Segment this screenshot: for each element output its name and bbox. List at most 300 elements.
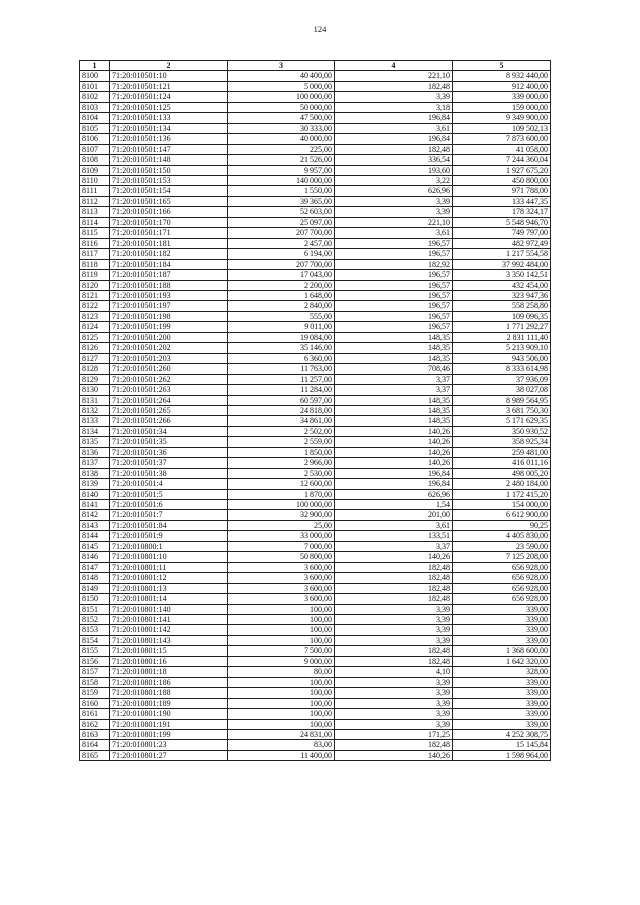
row-number: 8164	[80, 740, 110, 750]
area-value: 35 146,00	[228, 343, 335, 353]
cadastral-number: 71:20:010501:170	[110, 217, 228, 227]
total-value: 3 350 142,51	[453, 270, 551, 280]
column-header-5: 5	[453, 61, 551, 71]
rate-value: 196,84	[335, 468, 453, 478]
area-value: 140 000,00	[228, 175, 335, 185]
cadastral-number: 71:20:010801:140	[110, 604, 228, 614]
total-value: 328,00	[453, 667, 551, 677]
area-value: 9 011,00	[228, 322, 335, 332]
cadastral-number: 71:20:010501:197	[110, 301, 228, 311]
row-number: 8124	[80, 322, 110, 332]
rate-value: 171,25	[335, 730, 453, 740]
total-value: 1 927 675,20	[453, 165, 551, 175]
rate-value: 196,57	[335, 322, 453, 332]
rate-value: 196,57	[335, 311, 453, 321]
rate-value: 3,39	[335, 196, 453, 206]
table-row	[80, 656, 551, 666]
table-row	[80, 155, 551, 165]
area-value: 39 365,00	[228, 196, 335, 206]
row-number: 8163	[80, 730, 110, 740]
row-number: 8154	[80, 635, 110, 645]
area-value: 50 800,00	[228, 552, 335, 562]
row-number: 8113	[80, 207, 110, 217]
total-value: 339,00	[453, 615, 551, 625]
table-row	[80, 615, 551, 625]
area-value: 3 600,00	[228, 573, 335, 583]
total-value: 358 925,34	[453, 437, 551, 447]
column-header-3: 3	[228, 61, 335, 71]
area-value: 5 000,00	[228, 81, 335, 91]
row-number: 8146	[80, 552, 110, 562]
total-value: 133 447,35	[453, 196, 551, 206]
total-value: 482 972,49	[453, 238, 551, 248]
cadastral-number: 71:20:010801:191	[110, 719, 228, 729]
total-value: 159 000,00	[453, 102, 551, 112]
total-value: 15 145,84	[453, 740, 551, 750]
row-number: 8129	[80, 374, 110, 384]
total-value: 416 011,16	[453, 458, 551, 468]
cadastral-number: 71:20:010501:187	[110, 270, 228, 280]
rate-value: 3,39	[335, 719, 453, 729]
rate-value: 182,48	[335, 740, 453, 750]
row-number: 8121	[80, 290, 110, 300]
area-value: 11 400,00	[228, 750, 335, 760]
rate-value: 3,39	[335, 635, 453, 645]
cadastral-number: 71:20:010501:6	[110, 500, 228, 510]
rate-value: 133,51	[335, 531, 453, 541]
cadastral-number: 71:20:010501:265	[110, 405, 228, 415]
cadastral-number: 71:20:010801:190	[110, 709, 228, 719]
area-value: 9 000,00	[228, 656, 335, 666]
cadastral-number: 71:20:010801:14	[110, 594, 228, 604]
rate-value: 193,60	[335, 165, 453, 175]
rate-value: 3,61	[335, 520, 453, 530]
area-value: 40 000,00	[228, 134, 335, 144]
row-number: 8138	[80, 468, 110, 478]
table-row	[80, 688, 551, 698]
table-row	[80, 92, 551, 102]
table-row	[80, 280, 551, 290]
rate-value: 148,35	[335, 332, 453, 342]
row-number: 8141	[80, 500, 110, 510]
area-value: 100 000,00	[228, 92, 335, 102]
cadastral-number: 71:20:010501:188	[110, 280, 228, 290]
rate-value: 182,48	[335, 594, 453, 604]
table-row	[80, 468, 551, 478]
cadastral-number: 71:20:010501:264	[110, 395, 228, 405]
cadastral-number: 71:20:010501:37	[110, 458, 228, 468]
rate-value: 196,57	[335, 238, 453, 248]
total-value: 37 936,09	[453, 374, 551, 384]
cadastral-number: 71:20:010801:199	[110, 730, 228, 740]
cadastral-number: 71:20:010801:143	[110, 635, 228, 645]
rate-value: 182,48	[335, 656, 453, 666]
total-value: 339,00	[453, 709, 551, 719]
cadastral-number: 71:20:010801:13	[110, 583, 228, 593]
area-value: 32 900,00	[228, 510, 335, 520]
row-number: 8116	[80, 238, 110, 248]
area-value: 2 200,00	[228, 280, 335, 290]
total-value: 339,00	[453, 677, 551, 687]
cadastral-number: 71:20:010801:16	[110, 656, 228, 666]
area-value: 47 500,00	[228, 113, 335, 123]
table-row	[80, 332, 551, 342]
page-number: 124	[313, 24, 327, 34]
table-row	[80, 416, 551, 426]
rate-value: 182,48	[335, 583, 453, 593]
row-number: 8123	[80, 311, 110, 321]
area-value: 12 600,00	[228, 479, 335, 489]
row-number: 8117	[80, 249, 110, 259]
total-value: 90,25	[453, 520, 551, 530]
total-value: 656 928,00	[453, 583, 551, 593]
area-value: 9 957,00	[228, 165, 335, 175]
row-number: 8158	[80, 677, 110, 687]
rate-value: 3,37	[335, 374, 453, 384]
rate-value: 221,10	[335, 71, 453, 81]
area-value: 100,00	[228, 698, 335, 708]
rate-value: 201,00	[335, 510, 453, 520]
area-value: 3 600,00	[228, 594, 335, 604]
row-number: 8111	[80, 186, 110, 196]
total-value: 656 928,00	[453, 562, 551, 572]
rate-value: 148,35	[335, 353, 453, 363]
row-number: 8153	[80, 625, 110, 635]
area-value: 21 526,00	[228, 155, 335, 165]
area-value: 2 502,00	[228, 426, 335, 436]
total-value: 4 252 308,75	[453, 730, 551, 740]
table-row	[80, 709, 551, 719]
table-row	[80, 573, 551, 583]
cadastral-number: 71:20:010801:188	[110, 688, 228, 698]
table-row	[80, 405, 551, 415]
area-value: 7 000,00	[228, 541, 335, 551]
table-row	[80, 217, 551, 227]
row-number: 8140	[80, 489, 110, 499]
cadastral-number: 71:20:010501:263	[110, 385, 228, 395]
rate-value: 182,48	[335, 144, 453, 154]
table-row	[80, 458, 551, 468]
total-value: 154 000,00	[453, 500, 551, 510]
table-row	[80, 395, 551, 405]
table-row	[80, 113, 551, 123]
rate-value: 3,39	[335, 709, 453, 719]
table-row	[80, 71, 551, 81]
rate-value: 140,26	[335, 447, 453, 457]
table-row	[80, 604, 551, 614]
rate-value: 3,22	[335, 175, 453, 185]
row-number: 8137	[80, 458, 110, 468]
total-value: 5 548 946,70	[453, 217, 551, 227]
table-row	[80, 311, 551, 321]
total-value: 656 928,00	[453, 573, 551, 583]
cadastral-number: 71:20:010501:4	[110, 479, 228, 489]
row-number: 8131	[80, 395, 110, 405]
area-value: 83,00	[228, 740, 335, 750]
area-value: 1 648,00	[228, 290, 335, 300]
total-value: 1 771 292,27	[453, 322, 551, 332]
rate-value: 1,54	[335, 500, 453, 510]
cadastral-number: 71:20:010801:11	[110, 562, 228, 572]
rate-value: 708,46	[335, 364, 453, 374]
table-row	[80, 698, 551, 708]
cadastral-number: 71:20:010801:12	[110, 573, 228, 583]
row-number: 8139	[80, 479, 110, 489]
total-value: 4 405 830,00	[453, 531, 551, 541]
cadastral-number: 71:20:010501:148	[110, 155, 228, 165]
rate-value: 140,26	[335, 750, 453, 760]
total-value: 339 000,00	[453, 92, 551, 102]
row-number: 8161	[80, 709, 110, 719]
row-number: 8143	[80, 520, 110, 530]
table-row	[80, 740, 551, 750]
row-number: 8102	[80, 92, 110, 102]
total-value: 109 502,13	[453, 123, 551, 133]
cadastral-number: 71:20:010501:165	[110, 196, 228, 206]
total-value: 178 324,17	[453, 207, 551, 217]
area-value: 100,00	[228, 719, 335, 729]
rate-value: 140,26	[335, 426, 453, 436]
cadastral-number: 71:20:010801:189	[110, 698, 228, 708]
total-value: 5 171 629,35	[453, 416, 551, 426]
cadastral-number: 71:20:010801:10	[110, 552, 228, 562]
area-value: 24 831,00	[228, 730, 335, 740]
cadastral-number: 71:20:010501:171	[110, 228, 228, 238]
rate-value: 196,57	[335, 249, 453, 259]
row-number: 8100	[80, 71, 110, 81]
table-row	[80, 301, 551, 311]
area-value: 2 559,00	[228, 437, 335, 447]
row-number: 8115	[80, 228, 110, 238]
table-row	[80, 385, 551, 395]
table-row	[80, 81, 551, 91]
rate-value: 3,37	[335, 541, 453, 551]
table-row	[80, 437, 551, 447]
rate-value: 182,48	[335, 562, 453, 572]
area-value: 100,00	[228, 625, 335, 635]
total-value: 7 873 600,00	[453, 134, 551, 144]
cadastral-table	[79, 60, 551, 761]
cadastral-number: 71:20:010501:147	[110, 144, 228, 154]
rate-value: 148,35	[335, 405, 453, 415]
row-number: 8112	[80, 196, 110, 206]
table-row	[80, 562, 551, 572]
row-number: 8147	[80, 562, 110, 572]
rate-value: 3,61	[335, 123, 453, 133]
cadastral-number: 71:20:010501:154	[110, 186, 228, 196]
rate-value: 336,54	[335, 155, 453, 165]
column-header-4: 4	[335, 61, 453, 71]
area-value: 34 861,00	[228, 416, 335, 426]
cadastral-number: 71:20:010501:266	[110, 416, 228, 426]
column-header-1: 1	[80, 61, 110, 71]
cadastral-number: 71:20:010501:166	[110, 207, 228, 217]
row-number: 8145	[80, 541, 110, 551]
total-value: 1 368 600,00	[453, 646, 551, 656]
table-row	[80, 646, 551, 656]
rate-value: 3,39	[335, 698, 453, 708]
row-number: 8136	[80, 447, 110, 457]
area-value: 2 530,00	[228, 468, 335, 478]
row-number: 8122	[80, 301, 110, 311]
table-row	[80, 290, 551, 300]
total-value: 912 400,00	[453, 81, 551, 91]
rate-value: 3,39	[335, 625, 453, 635]
area-value: 11 284,00	[228, 385, 335, 395]
table-row	[80, 353, 551, 363]
rate-value: 3,39	[335, 207, 453, 217]
cadastral-number: 71:20:010501:125	[110, 102, 228, 112]
row-number: 8157	[80, 667, 110, 677]
cadastral-number: 71:20:010800:1	[110, 541, 228, 551]
table-row	[80, 238, 551, 248]
area-value: 33 000,00	[228, 531, 335, 541]
rate-value: 221,10	[335, 217, 453, 227]
area-value: 100,00	[228, 677, 335, 687]
area-value: 11 257,00	[228, 374, 335, 384]
cadastral-number: 71:20:010501:202	[110, 343, 228, 353]
table-row	[80, 270, 551, 280]
cadastral-number: 71:20:010501:136	[110, 134, 228, 144]
total-value: 350 930,52	[453, 426, 551, 436]
row-number: 8150	[80, 594, 110, 604]
area-value: 3 600,00	[228, 562, 335, 572]
area-value: 100 000,00	[228, 500, 335, 510]
rate-value: 196,84	[335, 479, 453, 489]
cadastral-number: 71:20:010501:35	[110, 437, 228, 447]
rate-value: 182,48	[335, 646, 453, 656]
table-row	[80, 625, 551, 635]
total-value: 38 027,08	[453, 385, 551, 395]
total-value: 339,00	[453, 719, 551, 729]
rate-value: 196,57	[335, 301, 453, 311]
cadastral-number: 71:20:010801:23	[110, 740, 228, 750]
cadastral-number: 71:20:010801:141	[110, 615, 228, 625]
row-number: 8105	[80, 123, 110, 133]
table-row	[80, 426, 551, 436]
row-number: 8156	[80, 656, 110, 666]
cadastral-number: 71:20:010801:186	[110, 677, 228, 687]
cadastral-number: 71:20:010501:260	[110, 364, 228, 374]
cadastral-number: 71:20:010501:121	[110, 81, 228, 91]
row-number: 8110	[80, 175, 110, 185]
area-value: 1 550,00	[228, 186, 335, 196]
table-row	[80, 510, 551, 520]
rate-value: 182,92	[335, 259, 453, 269]
table-row	[80, 322, 551, 332]
row-number: 8160	[80, 698, 110, 708]
table-row	[80, 500, 551, 510]
table-row	[80, 144, 551, 154]
row-number: 8120	[80, 280, 110, 290]
table-body	[80, 71, 551, 761]
area-value: 80,00	[228, 667, 335, 677]
cadastral-number: 71:20:010501:7	[110, 510, 228, 520]
total-value: 749 797,00	[453, 228, 551, 238]
table-row	[80, 541, 551, 551]
row-number: 8149	[80, 583, 110, 593]
area-value: 60 597,00	[228, 395, 335, 405]
rate-value: 140,26	[335, 458, 453, 468]
table-row	[80, 677, 551, 687]
area-value: 100,00	[228, 688, 335, 698]
row-number: 8133	[80, 416, 110, 426]
table-row	[80, 175, 551, 185]
rate-value: 182,48	[335, 81, 453, 91]
row-number: 8134	[80, 426, 110, 436]
total-value: 339,00	[453, 688, 551, 698]
cadastral-number: 71:20:010801:18	[110, 667, 228, 677]
area-value: 19 084,00	[228, 332, 335, 342]
row-number: 8127	[80, 353, 110, 363]
rate-value: 3,18	[335, 102, 453, 112]
table-row	[80, 520, 551, 530]
row-number: 8144	[80, 531, 110, 541]
total-value: 41 058,00	[453, 144, 551, 154]
total-value: 8 932 440,00	[453, 71, 551, 81]
header-row	[80, 61, 551, 71]
area-value: 6 360,00	[228, 353, 335, 363]
cadastral-number: 71:20:010501:181	[110, 238, 228, 248]
cadastral-number: 71:20:010501:203	[110, 353, 228, 363]
table-row	[80, 635, 551, 645]
area-value: 11 763,00	[228, 364, 335, 374]
cadastral-number: 71:20:010501:124	[110, 92, 228, 102]
table-row	[80, 479, 551, 489]
total-value: 558 258,80	[453, 301, 551, 311]
cadastral-number: 71:20:010501:36	[110, 447, 228, 457]
total-value: 9 349 900,00	[453, 113, 551, 123]
rate-value: 4,10	[335, 667, 453, 677]
cadastral-number: 71:20:010501:5	[110, 489, 228, 499]
cadastral-number: 71:20:010501:199	[110, 322, 228, 332]
area-value: 40 400,00	[228, 71, 335, 81]
row-number: 8101	[80, 81, 110, 91]
row-number: 8103	[80, 102, 110, 112]
cadastral-number: 71:20:010501:10	[110, 71, 228, 81]
cadastral-number: 71:20:010501:34	[110, 426, 228, 436]
area-value: 207 700,00	[228, 259, 335, 269]
area-value: 6 194,00	[228, 249, 335, 259]
total-value: 7 125 208,00	[453, 552, 551, 562]
total-value: 323 947,36	[453, 290, 551, 300]
cadastral-number: 71:20:010801:142	[110, 625, 228, 635]
table-row	[80, 207, 551, 217]
row-number: 8109	[80, 165, 110, 175]
row-number: 8142	[80, 510, 110, 520]
row-number: 8128	[80, 364, 110, 374]
cadastral-number: 71:20:010501:198	[110, 311, 228, 321]
area-value: 100,00	[228, 615, 335, 625]
table-row	[80, 489, 551, 499]
total-value: 5 213 909,10	[453, 343, 551, 353]
cadastral-number: 71:20:010501:153	[110, 175, 228, 185]
area-value: 30 333,00	[228, 123, 335, 133]
table-row	[80, 750, 551, 760]
table-row	[80, 249, 551, 259]
total-value: 6 612 900,00	[453, 510, 551, 520]
table-row	[80, 134, 551, 144]
table-row	[80, 447, 551, 457]
rate-value: 140,26	[335, 552, 453, 562]
table-row	[80, 123, 551, 133]
rate-value: 626,96	[335, 186, 453, 196]
area-value: 24 818,00	[228, 405, 335, 415]
rate-value: 148,35	[335, 416, 453, 426]
row-number: 8107	[80, 144, 110, 154]
table-row	[80, 583, 551, 593]
table-row	[80, 165, 551, 175]
